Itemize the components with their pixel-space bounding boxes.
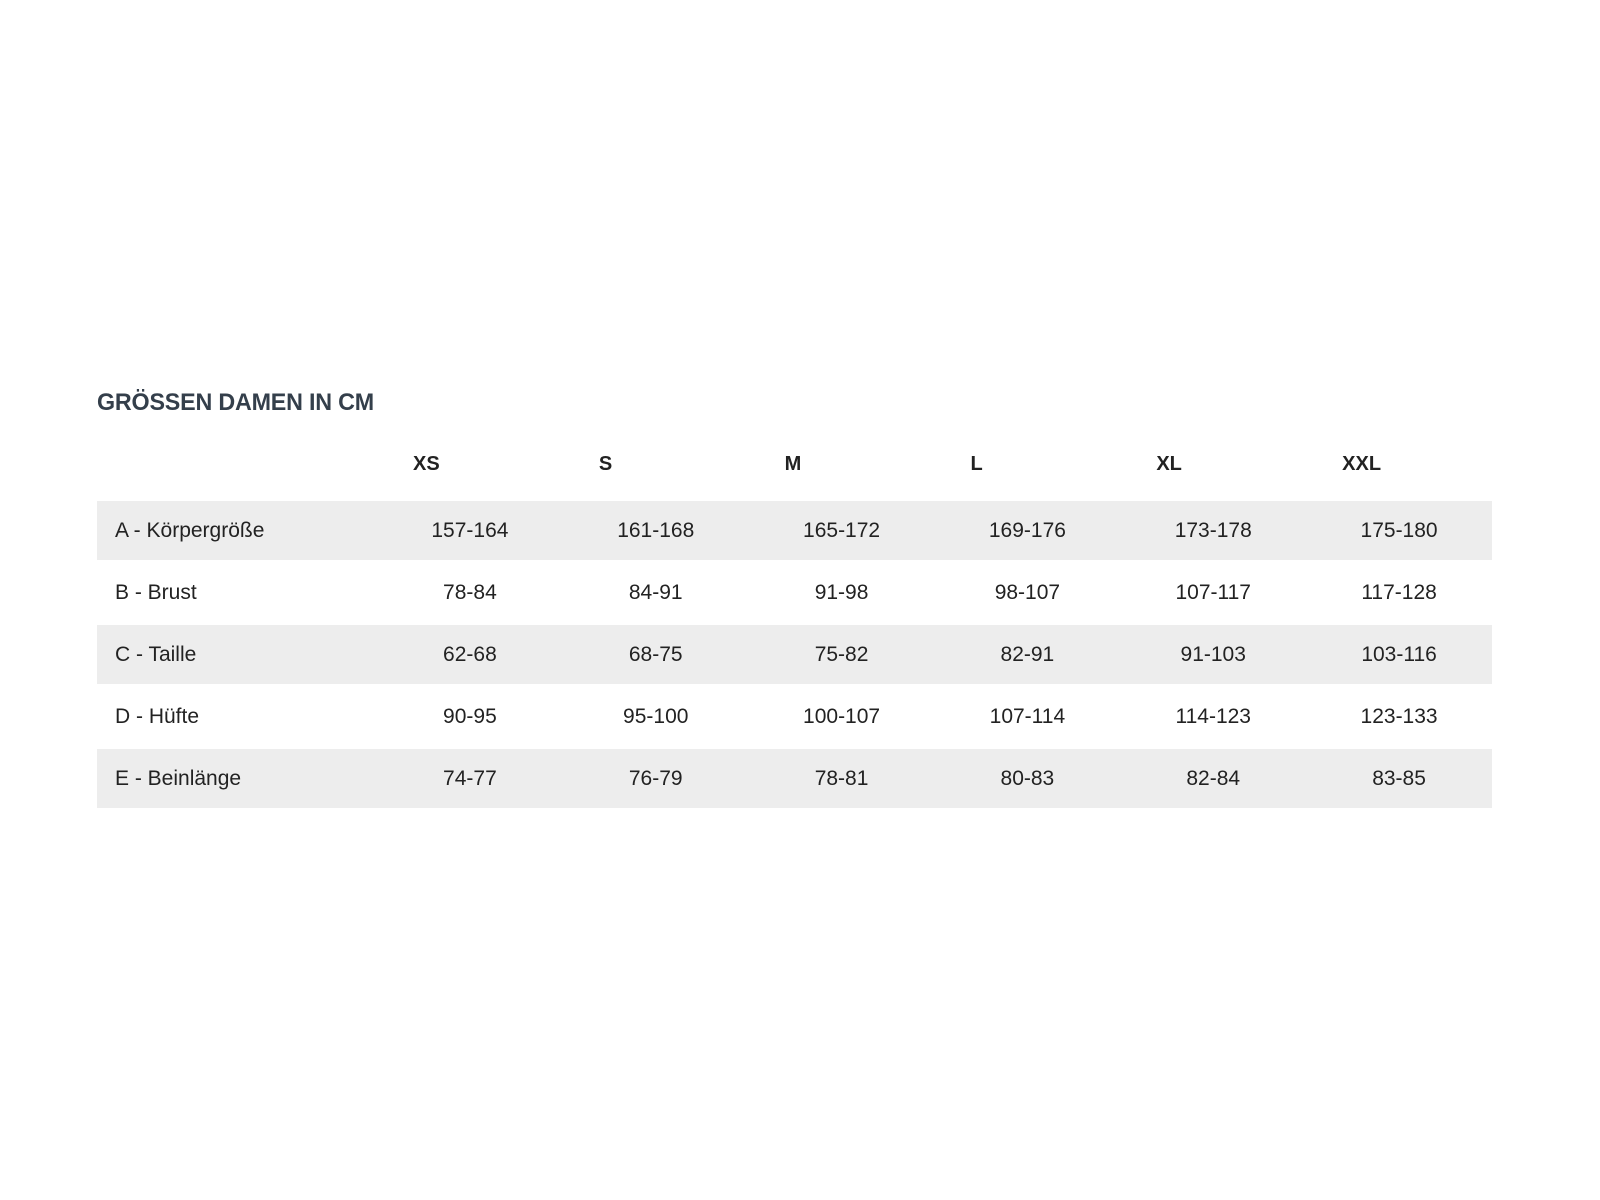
size-value-cell: 68-75	[563, 625, 749, 687]
size-value-cell: 75-82	[749, 625, 935, 687]
column-header-xxl: XXL	[1342, 453, 1382, 475]
size-value-cell: 165-172	[749, 501, 935, 563]
size-value-cell: 80-83	[934, 749, 1120, 811]
size-value-cell: 173-178	[1120, 501, 1306, 563]
size-value-cell: 90-95	[377, 687, 563, 749]
size-value-cell: 107-117	[1120, 563, 1306, 625]
size-value-cell: 62-68	[377, 625, 563, 687]
table-row-taille	[97, 625, 1492, 687]
row-label: B - Brust	[97, 563, 377, 625]
size-value-cell: 82-84	[1120, 749, 1306, 811]
row-label: C - Taille	[97, 625, 377, 687]
size-value-cell: 78-81	[749, 749, 935, 811]
column-header-l: L	[970, 453, 983, 475]
column-header-xl: XL	[1156, 453, 1182, 475]
table-row-beinlaenge	[97, 749, 1492, 811]
size-value-cell: 103-116	[1306, 625, 1492, 687]
table-row-huefte	[97, 687, 1492, 749]
size-value-cell: 76-79	[563, 749, 749, 811]
size-value-cell: 123-133	[1306, 687, 1492, 749]
row-label: E - Beinlänge	[97, 749, 377, 811]
table-row-koerpergroesse	[97, 501, 1492, 563]
header-row	[97, 428, 1492, 501]
size-value-cell: 74-77	[377, 749, 563, 811]
size-value-cell: 161-168	[563, 501, 749, 563]
column-header-xs: XS	[413, 453, 440, 475]
row-label: D - Hüfte	[97, 687, 377, 749]
size-value-cell: 169-176	[934, 501, 1120, 563]
column-header-s: S	[598, 453, 613, 475]
size-value-cell: 114-123	[1120, 687, 1306, 749]
size-chart-title: GRÖSSEN DAMEN IN CM	[97, 389, 374, 416]
size-value-cell: 98-107	[934, 563, 1120, 625]
table-row-brust	[97, 563, 1492, 625]
size-value-cell: 78-84	[377, 563, 563, 625]
size-value-cell: 107-114	[934, 687, 1120, 749]
size-value-cell: 175-180	[1306, 501, 1492, 563]
size-chart-table	[97, 428, 1492, 811]
size-value-cell: 91-98	[749, 563, 935, 625]
size-value-cell: 157-164	[377, 501, 563, 563]
header-corner-cell	[97, 428, 377, 501]
size-value-cell: 84-91	[563, 563, 749, 625]
size-value-cell: 82-91	[934, 625, 1120, 687]
size-value-cell: 91-103	[1120, 625, 1306, 687]
size-value-cell: 95-100	[563, 687, 749, 749]
size-value-cell: 100-107	[749, 687, 935, 749]
row-label: A - Körpergröße	[97, 501, 377, 563]
size-chart-section	[97, 389, 1492, 811]
size-value-cell: 117-128	[1306, 563, 1492, 625]
column-header-m: M	[784, 453, 802, 475]
size-table-body	[97, 501, 1492, 811]
size-value-cell: 83-85	[1306, 749, 1492, 811]
size-table-header	[97, 428, 1492, 501]
